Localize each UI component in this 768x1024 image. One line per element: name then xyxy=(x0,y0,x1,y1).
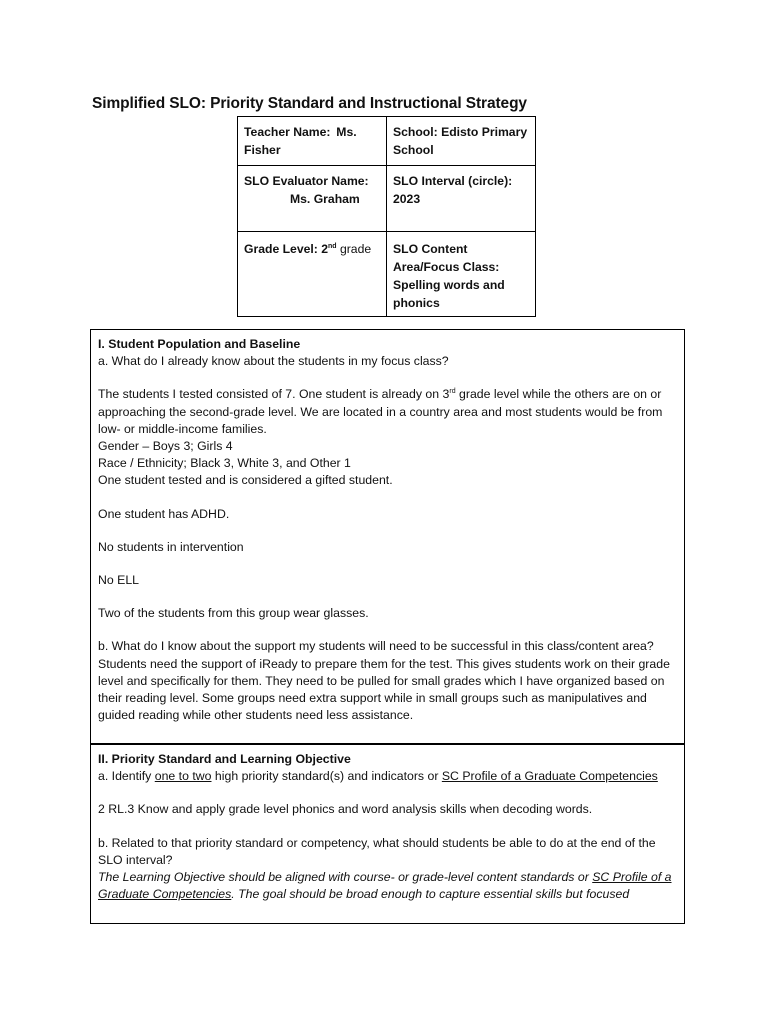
learning-objective-guidance xyxy=(98,869,677,903)
para1-text-end: grade level while the others are on or approaching the second-grade level. We are located in a country area and most students would be from low- or middle-income families. xyxy=(98,387,663,436)
teacher-name-cell: Teacher Name: Ms. Fisher xyxy=(238,117,387,166)
section1-paragraph xyxy=(98,386,677,438)
content-value: Spelling words and phonics xyxy=(393,278,505,310)
ell-line: No ELL xyxy=(98,573,140,588)
grade-suffix: grade xyxy=(336,242,372,256)
identify-line xyxy=(98,768,677,785)
section2-heading: II. Priority Standard and Learning Objective xyxy=(98,752,351,766)
content-label: SLO Content Area/Focus Class: xyxy=(393,242,500,274)
grade-label: Grade Level: 2 xyxy=(244,242,328,256)
gender-line: Gender – Boys 3; Girls 4 xyxy=(98,439,233,454)
interval-value: 2023 xyxy=(393,192,421,206)
standard-line: 2 RL.3 Know and apply grade level phonics and word analysis skills when decoding words. xyxy=(98,802,593,817)
intervention-line: No students in intervention xyxy=(98,539,244,554)
para1-text-start: The students I tested consisted of 7. One student is already on 3 xyxy=(98,387,450,402)
evaluator-label: SLO Evaluator Name: xyxy=(244,174,369,188)
section1-question-b: b. What do I know about the support my students will need to be successful in this class/content area? xyxy=(98,639,654,654)
gifted-line: One student tested and is considered a gifted student. xyxy=(98,473,393,488)
school-cell: School: Edisto Primary School xyxy=(387,117,536,166)
identify-underlined-count: one to two xyxy=(154,769,212,784)
guidance-sc-profile: SC Profile of a Graduate Competencies xyxy=(98,870,672,902)
section1-answer-b: Students need the support of iReady to prepare them for the test. This gives students work on their grade level and specifically for them. They need to be pulled for small grades which I have organized based on their reading level. Some groups need extra support while in small groups such as manipulatives and guided reading while other students need less assistance. xyxy=(98,656,670,723)
content-area-cell xyxy=(387,232,536,317)
section-student-population xyxy=(90,329,685,744)
race-line: Race / Ethnicity; Black 3, White 3, and Other 1 xyxy=(98,456,351,471)
identify-text-start: a. Identify xyxy=(98,769,155,784)
glasses-line: Two of the students from this group wear glasses. xyxy=(98,606,369,621)
interval-cell xyxy=(387,166,536,232)
section2-question-b: b. Related to that priority standard or competency, what should students be able to do at the end of the SLO interval? xyxy=(98,835,656,867)
grade-cell xyxy=(238,232,387,317)
sc-profile-link: SC Profile of a Graduate Competencies xyxy=(441,769,658,784)
interval-label: SLO Interval (circle): xyxy=(393,174,513,188)
identify-text-mid: high priority standard(s) and indicators or xyxy=(211,769,442,784)
section-priority-standard xyxy=(90,744,685,924)
guidance-text-start: The Learning Objective should be aligned with course- or grade-level content standards or xyxy=(98,870,593,885)
adhd-line: One student has ADHD. xyxy=(98,506,230,521)
evaluator-cell xyxy=(238,166,387,232)
document-title: Simplified SLO: Priority Standard and Instructional Strategy xyxy=(92,95,527,112)
guidance-text-end: . The goal should be broad enough to capture essential skills but focused xyxy=(231,887,630,902)
grade-sup: nd xyxy=(328,242,337,250)
evaluator-name: Ms. Graham xyxy=(290,192,360,206)
table-row xyxy=(238,166,536,232)
para1-sup: rd xyxy=(449,388,456,396)
table-row xyxy=(238,232,536,317)
section1-question-a: a. What do I already know about the students in my focus class? xyxy=(98,354,449,369)
slo-info-table xyxy=(237,116,536,317)
section1-heading: I. Student Population and Baseline xyxy=(98,337,301,351)
table-row xyxy=(238,117,536,166)
